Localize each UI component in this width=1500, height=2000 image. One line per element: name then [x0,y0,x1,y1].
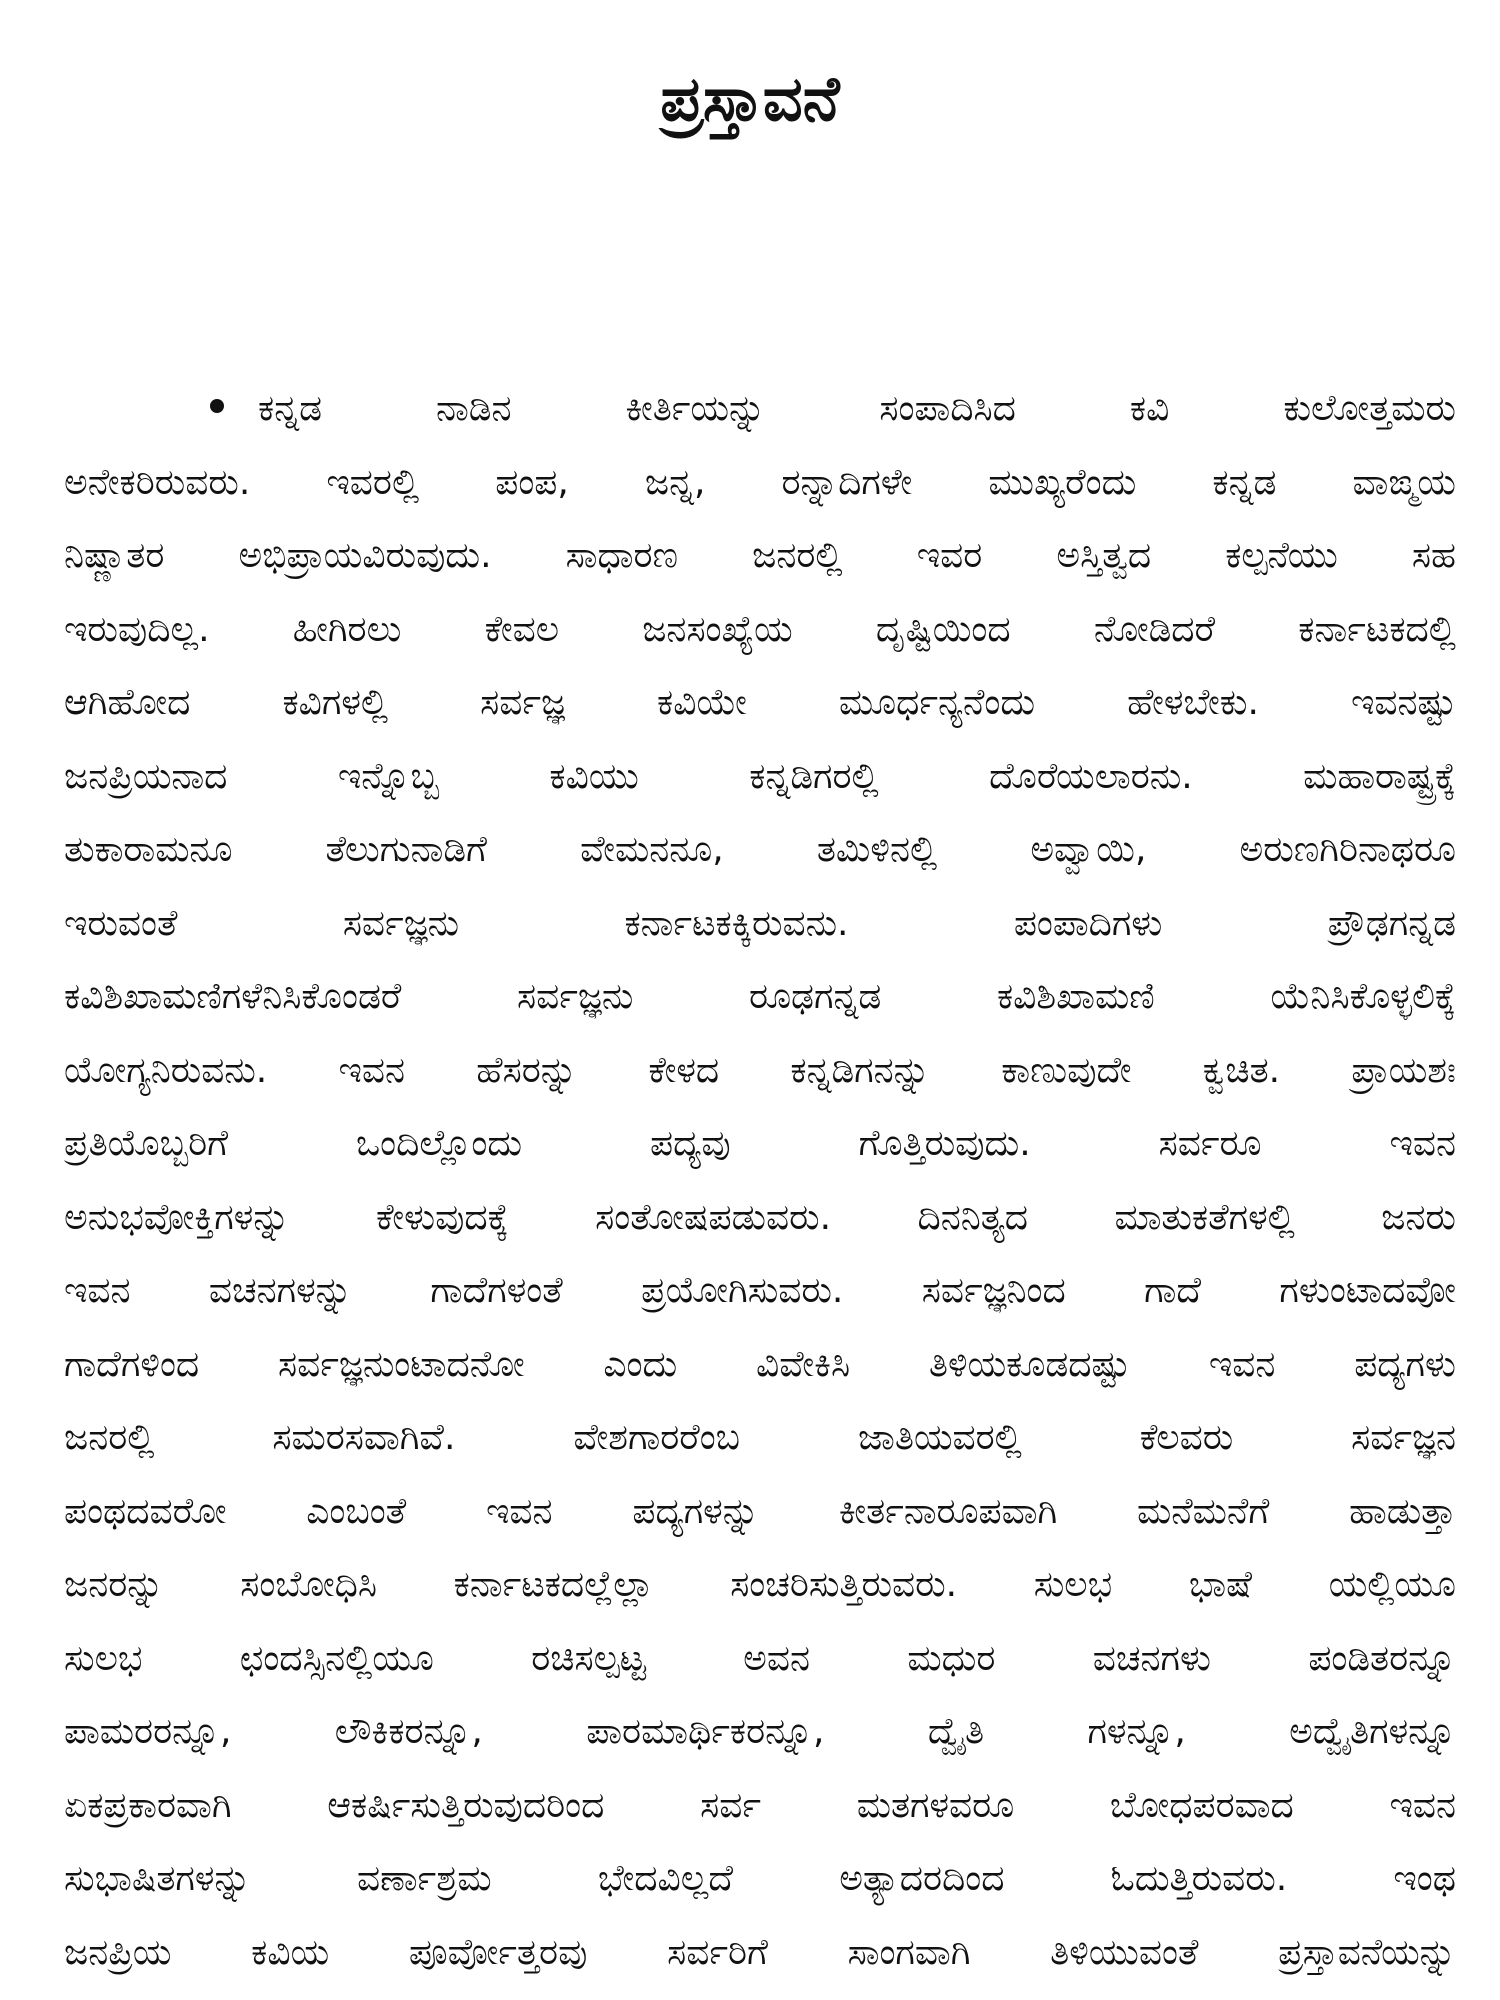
text-line-10: ಯೋಗ್ಯನಿರುವನು. ಇವನ ಹೆಸರನ್ನು ಕೇಳದ ಕನ್ನಡಿಗನನ್ನು ಕಾಣುವುದೇ ಕ್ವಚಿತ. ಪ್ರಾಯಶಃ [64,1049,1456,1091]
text-line-3: ನಿಷ್ಣಾತರ ಅಭಿಪ್ರಾಯವಿರುವುದು. ಸಾಧಾರಣ ಜನರಲ್ಲಿ ಇವರ ಅಸ್ತಿತ್ವದ ಕಲ್ಪನೆಯು ಸಹ [64,535,1456,576]
text-line-15: ಜನರಲ್ಲಿ ಸಮರಸವಾಗಿವೆ. ವೇಶಗಾರರೆಂಬ ಜಾತಿಯವರಲ್ಲಿ ಕೆಲವರು ಸರ್ವಜ್ಞನ [64,1417,1456,1458]
text-line-8: ಇರುವಂತೆ ಸರ್ವಜ್ಞನು ಕರ್ನಾಟಕಕ್ಕಿರುವನು. ಪಂಪಾದಿಗಳು ಪ್ರೌಢಗನ್ನಡ [64,902,1456,944]
text-line-22: ಜನಪ್ರಿಯ ಕವಿಯ ಪೂರ್ವೋತ್ತರವು ಸರ್ವರಿಗೆ ಸಾಂಗವಾಗಿ ತಿಳಿಯುವಂತೆ ಪ್ರಸ್ತಾವನೆಯನ್ನು [64,1931,1456,1973]
text-line-5: ಆಗಿಹೋದ ಕವಿಗಳಲ್ಲಿ ಸರ್ವಜ್ಞ ಕವಿಯೇ ಮೂರ್ಧನ್ಯನೆಂದು ಹೇಳಬೇಕು. ಇವನಷ್ಟು [64,682,1456,723]
text-line-1-text: ಕನ್ನಡ ನಾಡಿನ ಕೀರ್ತಿಯನ್ನು ಸಂಪಾದಿಸಿದ ಕವಿ ಕುಲೋತ್ತಮರು [258,388,1456,429]
text-line-12: ಅನುಭವೋಕ್ತಿಗಳನ್ನು ಕೇಳುವುದಕ್ಕೆ ಸಂತೋಷಪಡುವರು. ದಿನನಿತ್ಯದ ಮಾತುಕತೆಗಳಲ್ಲಿ ಜನರು [64,1196,1456,1238]
text-line-6: ಜನಪ್ರಿಯನಾದ ಇನ್ನೊಬ್ಬ ಕವಿಯು ಕನ್ನಡಿಗರಲ್ಲಿ ದೊರೆಯಲಾರನು. ಮಹಾರಾಷ್ಟ್ರಕ್ಕೆ [64,755,1456,797]
text-line-11: ಪ್ರತಿಯೊಬ್ಬರಿಗೆ ಒಂದಿಲ್ಲೊಂದು ಪದ್ಯವು ಗೊತ್ತಿರುವುದು. ಸರ್ವರೂ ಇವನ [64,1123,1456,1164]
paragraph [64,372,1456,1989]
text-line-20: ಏಕಪ್ರಕಾರವಾಗಿ ಆಕರ್ಷಿಸುತ್ತಿರುವುದರಿಂದ ಸರ್ವ ಮತಗಳವರೂ ಬೋಧಪರವಾದ ಇವನ [64,1784,1456,1826]
text-line-14: ಗಾದೆಗಳಿಂದ ಸರ್ವಜ್ಞನುಂಟಾದನೋ ಎಂದು ವಿವೇಕಿಸಿ ತಿಳಿಯಕೂಡದಷ್ಟು ಇವನ ಪದ್ಯಗಳು [64,1343,1456,1385]
text-line-13: ಇವನ ವಚನಗಳನ್ನು ಗಾದೆಗಳಂತೆ ಪ್ರಯೋಗಿಸುವರು. ಸರ್ವಜ್ಞನಿಂದ ಗಾದೆ ಗಳುಂಟಾದವೋ [64,1270,1456,1311]
text-line-2: ಅನೇಕರಿರುವರು. ಇವರಲ್ಲಿ ಪಂಪ, ಜನ್ನ, ರನ್ನಾದಿಗಳೇ ಮುಖ್ಯರೆಂದು ಕನ್ನಡ ವಾಙ್ಮಯ [64,461,1456,503]
text-line-1 [64,372,1456,446]
text-line-4: ಇರುವುದಿಲ್ಲ. ಹೀಗಿರಲು ಕೇವಲ ಜನಸಂಖ್ಯೆಯ ದೃಷ್ಟಿಯಿಂದ ನೋಡಿದರೆ ಕರ್ನಾಟಕದಲ್ಲಿ [64,608,1456,650]
text-line-19: ಪಾಮರರನ್ನೂ, ಲೌಕಿಕರನ್ನೂ, ಪಾರಮಾರ್ಥಿಕರನ್ನೂ, ದ್ವೈತಿ ಗಳನ್ನೂ, ಅದ್ವೈತಿಗಳನ್ನೂ [64,1711,1456,1752]
text-line-7: ತುಕಾರಾಮನೂ ತೆಲುಗುನಾಡಿಗೆ ವೇಮನನೂ, ತಮಿಳಿನಲ್ಲಿ ಅವ್ವಾಯಿ, ಅರುಣಗಿರಿನಾಥರೂ [64,829,1456,870]
text-line-17: ಜನರನ್ನು ಸಂಬೋಧಿಸಿ ಕರ್ನಾಟಕದಲ್ಲೆಲ್ಲಾ ಸಂಚರಿಸುತ್ತಿರುವರು. ಸುಲಭ ಭಾಷೆ ಯಲ್ಲಿಯೂ [64,1564,1456,1605]
page-title: ಪ್ರಸ್ತಾವನೆ [660,62,840,135]
text-line-9: ಕವಿಶಿಖಾಮಣಿಗಳೆನಿಸಿಕೊಂಡರೆ ಸರ್ವಜ್ಞನು ರೂಢಗನ್ನಡ ಕವಿಶಿಖಾಮಣಿ ಯೆನಿಸಿಕೊಳ್ಳಲಿಕ್ಕೆ [64,976,1456,1017]
text-line-21: ಸುಭಾಷಿತಗಳನ್ನು ವರ್ಣಾಶ್ರಮ ಭೇದವಿಲ್ಲದೆ ಅತ್ಯಾದರದಿಂದ ಓದುತ್ತಿರುವರು. ಇಂಥ [64,1858,1456,1899]
text-line-16: ಪಂಥದವರೋ ಎಂಬಂತೆ ಇವನ ಪದ್ಯಗಳನ್ನು ಕೀರ್ತನಾರೂಪವಾಗಿ ಮನೆಮನೆಗೆ ಹಾಡುತ್ತಾ [64,1490,1456,1532]
bullet-icon [210,399,224,413]
text-line-18: ಸುಲಭ ಛಂದಸ್ಸಿನಲ್ಲಿಯೂ ರಚಿಸಲ್ಪಟ್ಟ ಅವನ ಮಧುರ ವಚನಗಳು ಪಂಡಿತರನ್ನೂ [64,1637,1456,1679]
